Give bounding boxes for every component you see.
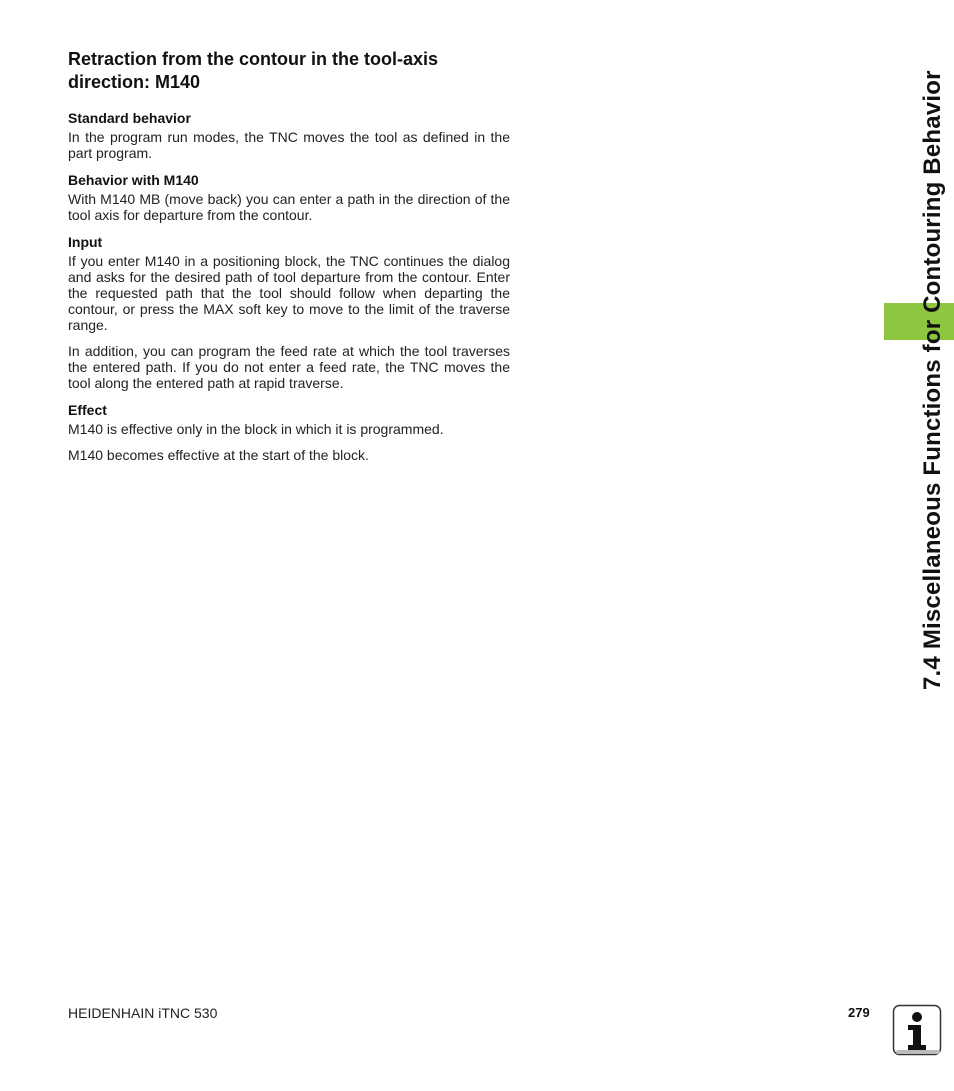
chapter-sidebar [880, 30, 954, 710]
section-standard-behavior [68, 109, 510, 161]
page-title: Retraction from the contour in the tool-axis direction: M140 [68, 49, 439, 92]
manual-name: HEIDENHAIN iTNC 530 [68, 1005, 218, 1021]
section-heading: Effect [68, 402, 107, 418]
section-input [68, 233, 510, 391]
section-heading: Input [68, 234, 103, 250]
page-number: 279 [848, 1005, 870, 1020]
section-paragraph: With M140 MB (move back) you can enter a path in the direction of the tool axis for departure from the contour. [68, 191, 510, 223]
section-paragraph: If you enter M140 in a positioning block, the TNC continues the dialog and asks for the desired path of tool departure from the contour. Enter the requested path that the tool should follow when departing the contour, or press the MAX soft key to move to the limit of the traverse range. [68, 253, 510, 333]
page-content [68, 48, 510, 473]
section-paragraph: M140 is effective only in the block in which it is programmed. [68, 421, 444, 437]
section-behavior-with-m140 [68, 171, 510, 223]
chapter-title: 7.4 Miscellaneous Functions for Contouring Behavior [919, 70, 946, 690]
section-paragraph: In the program run modes, the TNC moves the tool as defined in the part program. [68, 129, 510, 161]
section-effect [68, 401, 510, 463]
section-paragraph: In addition, you can program the feed rate at which the tool traverses the entered path. If you do not enter a feed rate, the TNC moves the tool along the entered path at rapid traverse. [68, 343, 510, 391]
section-heading: Standard behavior [68, 110, 191, 126]
section-paragraph: M140 becomes effective at the start of the block. [68, 447, 369, 463]
section-heading: Behavior with M140 [68, 172, 199, 188]
info-icon [892, 1004, 942, 1056]
